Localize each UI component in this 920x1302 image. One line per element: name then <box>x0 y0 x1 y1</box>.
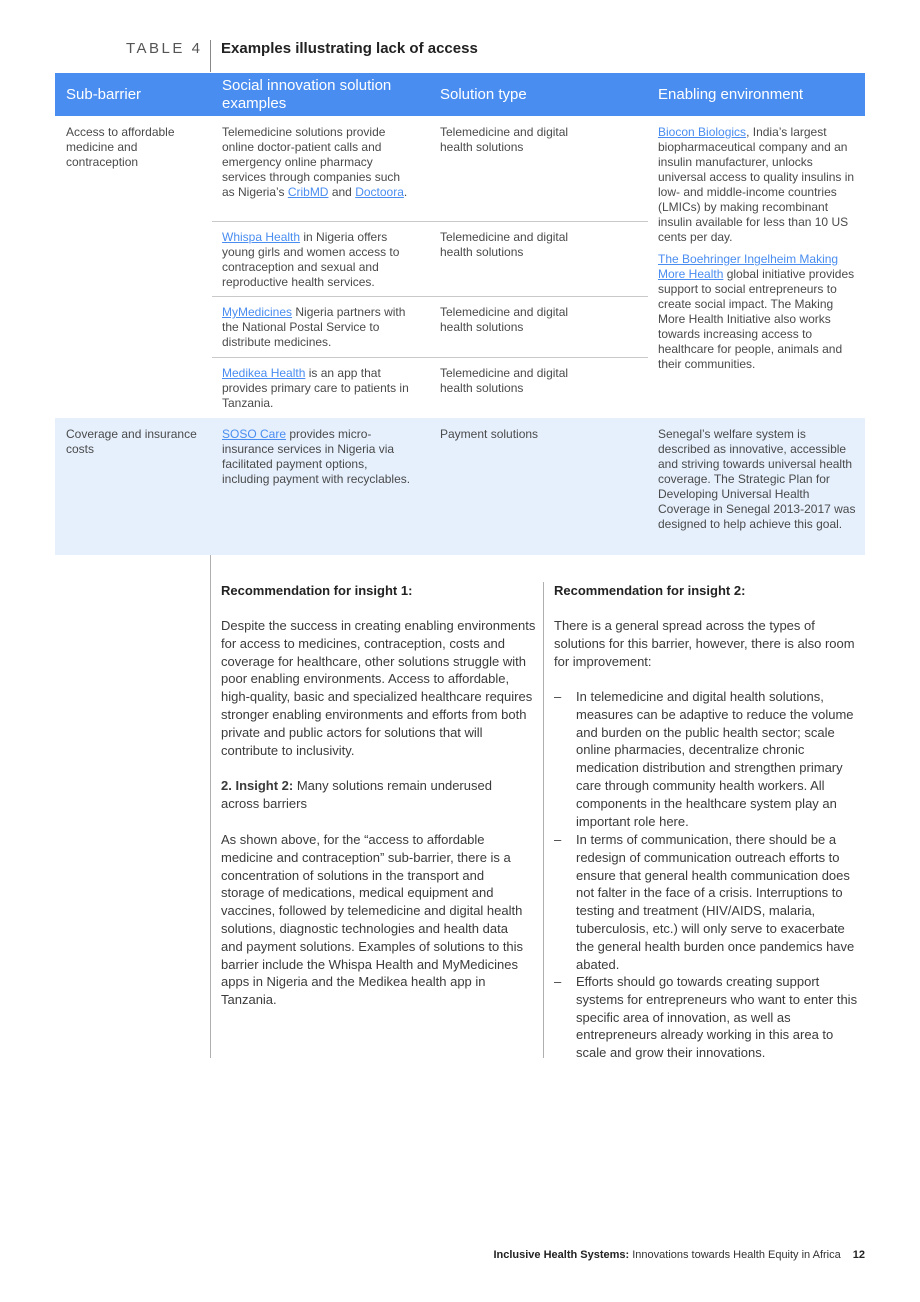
env-text: global initiative provides support to social entrepreneurs to create social impact. The Making More Health Initiative also works towards increasing access to healthcare for people, animals and their communities. <box>658 267 855 371</box>
header-solution-type: Solution type <box>440 85 527 103</box>
row-divider <box>212 296 648 297</box>
cell-sub-barrier: Access to affordable medicine and contraception <box>66 125 175 169</box>
insight-2-item <box>221 777 511 813</box>
table-title: Examples illustrating lack of access <box>221 40 478 57</box>
page-footer <box>493 1249 865 1261</box>
link-medikea-health[interactable]: Medikea Health <box>222 366 306 380</box>
bullet-item <box>554 973 866 1062</box>
footer-subtitle: Innovations towards Health Equity in Africa <box>629 1249 841 1261</box>
mid-column-divider <box>543 582 544 1058</box>
cell-example-soso <box>222 427 417 487</box>
cell-example-medikea <box>222 366 412 411</box>
link-soso-care[interactable]: SOSO Care <box>222 427 287 441</box>
link-mymedicines[interactable]: MyMedicines <box>222 305 293 319</box>
example-text: Telemedicine solutions provide online doctor-patient calls and emergency online pharmacy services through companies such as Nigeria’s <box>222 125 401 199</box>
paragraph-insight-2: As shown above, for the “access to affordable medicine and contraception” sub-barrier, there is a concentration of solutions in the transport and storage of medications, medical equipment and vaccines, followed by telemedicine and digital health solutions, diagnostic technologies and health data and payment solutions. Examples of solutions to this barrier include the Whispa Health and MyMedicines apps in Nigeria and the Medikea health app in Tanzania. <box>221 832 524 1008</box>
table-caption <box>126 40 478 70</box>
example-text: and <box>328 185 356 199</box>
bullet-item <box>554 831 866 973</box>
example-text: provides micro-insurance services in Nigeria via facilitated payment options, including payment with recyclables. <box>222 427 411 486</box>
cell-env-senegal: Senegal’s welfare system is described as innovative, accessible and striving towards universal health coverage. The Strategic Plan for Developing Universal Health Coverage in Senegal 2013-2017 was designed to help achieve this goal. <box>658 427 856 531</box>
cell-solution-type: Payment solutions <box>440 427 539 441</box>
row-divider <box>212 221 648 222</box>
example-text: is an app that provides primary care to patients in Tanzania. <box>222 366 409 410</box>
insight-2-text: Many solutions remain underused across barriers <box>221 778 492 811</box>
example-text: . <box>403 185 408 199</box>
cell-solution-type: Telemedicine and digital health solutions <box>440 366 569 395</box>
cell-env-biocon <box>658 125 856 245</box>
table-row-coverage <box>55 418 865 555</box>
footer-report-title: Inclusive Health Systems: <box>493 1249 630 1261</box>
page-number: 12 <box>852 1249 865 1261</box>
paragraph-insight-1: Despite the success in creating enabling environments for access to medicines, contraception, costs and coverage for healthcare, other solutions struggle with poor enabling environments. Access to affordable, high-quality, basic and specialized healthcare requires stronger enabling environments and efforts from both private and public actors for solutions that will contribute to inclusivity. <box>221 618 536 758</box>
cell-example-mymedicines <box>222 305 412 350</box>
cell-solution-type: Telemedicine and digital health solutions <box>440 230 569 259</box>
cell-env-boehringer <box>658 252 856 372</box>
link-cribmd[interactable]: CribMD <box>287 185 329 199</box>
bullet-item <box>554 688 866 830</box>
link-whispa-health[interactable]: Whispa Health <box>222 230 301 244</box>
cell-sub-barrier: Coverage and insurance costs <box>66 427 197 456</box>
header-sub-barrier: Sub-barrier <box>66 85 142 103</box>
cell-example-whispa <box>222 230 402 290</box>
link-boehringer-making-more-health[interactable]: The Boehringer Ingelheim Making More Health <box>658 252 839 281</box>
link-doctoora[interactable]: Doctoora <box>355 185 404 199</box>
insight-2-label: 2. Insight 2: <box>221 778 294 793</box>
bullet-text: Efforts should go towards creating support systems for entrepreneurs who want to enter this specific area of innovation, as well as entrepreneurs already working in this area to scale and grow their innovations. <box>576 974 858 1061</box>
table-header-row <box>55 73 865 116</box>
caption-divider <box>210 40 211 72</box>
bullet-dash: – <box>554 689 562 704</box>
bullet-text: In terms of communication, there should be a redesign of communication outreach efforts to ensure that general health communication does not falter in the face of a crisis. Interruptions to testing and treatment (HIV/AIDS, malaria, tuberculosis, etc.) will only serve to exacerbate the general health burden once pandemics have abated. <box>576 832 855 972</box>
heading-insight-1: Recommendation for insight 1: <box>221 583 413 598</box>
bullet-text: In telemedicine and digital health solutions, measures can be adaptive to reduce the volume and burden on the public health sector; scale online pharmacies, decentralize chronic medication distribution and strengthen primary care through community health workers. All components in the healthcare system play an important role here. <box>576 689 854 829</box>
bullet-dash: – <box>554 832 562 847</box>
row-divider <box>212 357 648 358</box>
header-enabling-environment: Enabling environment <box>658 85 804 103</box>
left-column-divider <box>210 555 211 1058</box>
cell-solution-type: Telemedicine and digital health solutions <box>440 305 569 334</box>
heading-insight-2: Recommendation for insight 2: <box>554 583 746 598</box>
cell-example-telemedicine <box>222 125 412 200</box>
paragraph-intro: There is a general spread across the types of solutions for this barrier, however, there is also room for improvement: <box>554 618 855 669</box>
bullet-dash: – <box>554 974 562 989</box>
example-text: Nigeria partners with the National Postal Service to distribute medicines. <box>222 305 406 349</box>
link-biocon-biologics[interactable]: Biocon Biologics <box>658 125 747 139</box>
table-row-access <box>55 116 865 418</box>
access-table <box>55 73 865 531</box>
header-solution-examples: Social innovation solution examples <box>222 76 392 112</box>
env-text: , India’s largest biopharmaceutical company and an insulin manufacturer, unlocks universal access to quality insulins in low- and middle-income countries (LMICs) by making recombinant insulin available for less than 10 US cents per day. <box>658 125 855 244</box>
table-label: TABLE 4 <box>126 40 203 57</box>
cell-solution-type: Telemedicine and digital health solutions <box>440 125 569 154</box>
example-text: in Nigeria offers young girls and women access to contraception and sexual and reproductive health services. <box>222 230 400 289</box>
